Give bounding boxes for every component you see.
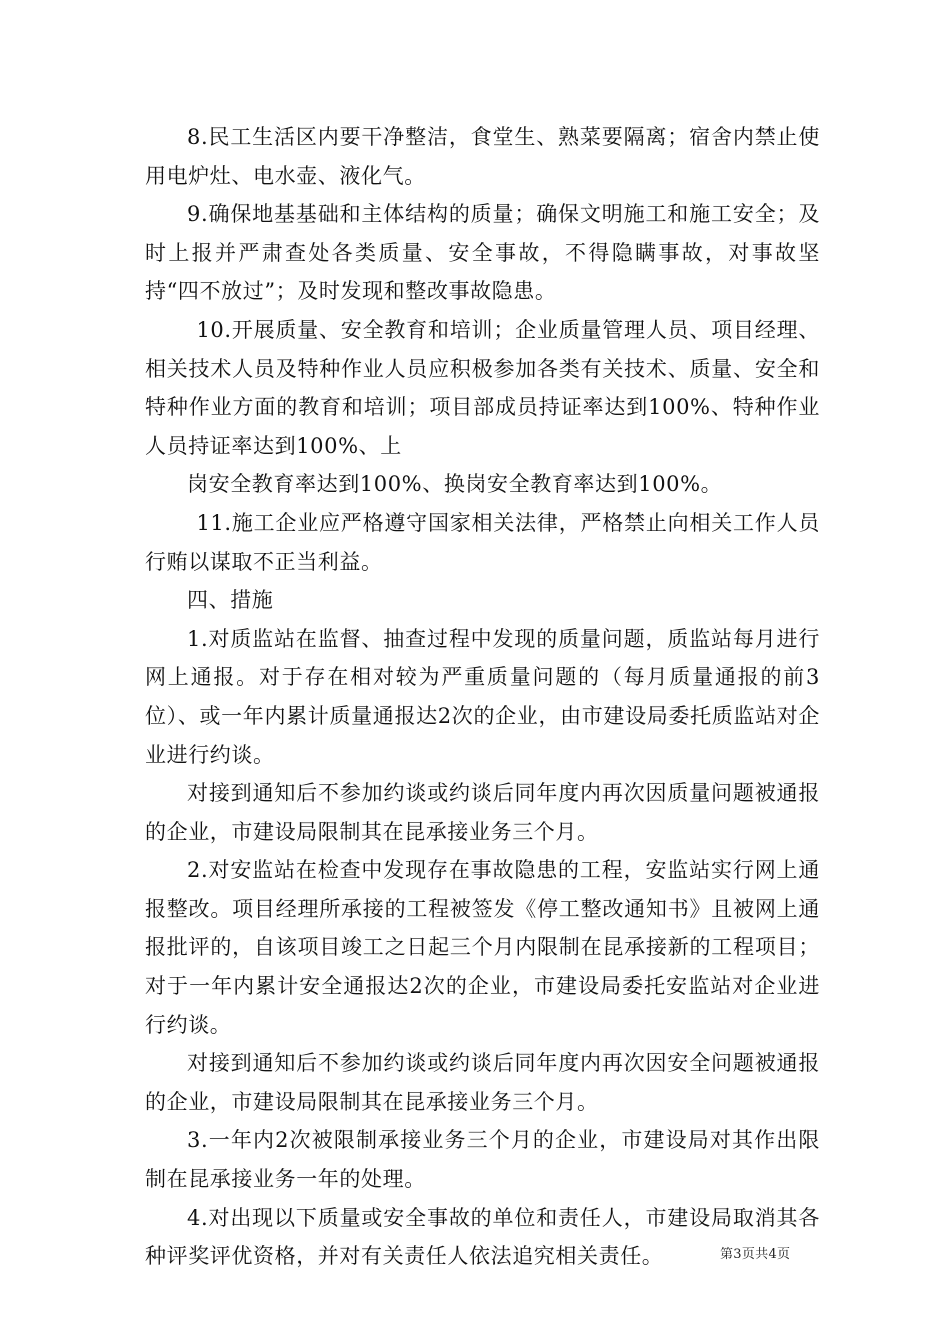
section-heading-measures: 四、措施	[187, 588, 274, 613]
paragraph-measure-1: 1.对质监站在监督、抽查过程中发现的质量问题，质监站每月进行网上通报。对于存在相对较为严重质量问题的（每月质量通报的前3位）、或一年内累计质量通报达2次的企业，由市建设局委托质监站对企业进行约谈。	[145, 626, 820, 767]
paragraph-item-10: 10.开展质量、安全教育和培训；企业质量管理人员、项目经理、相关技术人员及特种作业人员应积极参加各类有关技术、质量、安全和特种作业方面的教育和培训；项目部成员持证率达到100%、特种作业人员持证率达到100%、上	[145, 317, 820, 458]
paragraph-item-9: 9.确保地基基础和主体结构的质量；确保文明施工和施工安全；及时上报并严肃查处各类质量、安全事故，不得隐瞒事故，对事故坚持“四不放过”；及时发现和整改事故隐患。	[145, 202, 820, 304]
paragraph-item-10-continued: 岗安全教育率达到100%、换岗安全教育率达到100%。	[187, 472, 723, 497]
paragraph-measure-4: 4.对出现以下质量或安全事故的单位和责任人，市建设局取消其各种评奖评优资格，并对有关责任人依法追究相关责任。	[145, 1205, 820, 1269]
paragraph-measure-3: 3.一年内2次被限制承接业务三个月的企业，市建设局对其作出限制在昆承接业务一年的处理。	[145, 1128, 820, 1192]
paragraph-measure-2-followup: 对接到通知后不参加约谈或约谈后同年度内再次因安全问题被通报的企业，市建设局限制其在昆承接业务三个月。	[145, 1051, 820, 1114]
paragraph-measure-1-followup: 对接到通知后不参加约谈或约谈后同年度内再次因质量问题被通报的企业，市建设局限制其在昆承接业务三个月。	[145, 781, 820, 844]
paragraph-item-11: 11.施工企业应严格遵守国家相关法律，严格禁止向相关工作人员行贿以谋取不正当利益。	[145, 510, 820, 574]
page-number-footer: 第3页共4页	[720, 1247, 791, 1262]
paragraph-measure-2: 2.对安监站在检查中发现存在事故隐患的工程，安监站实行网上通报整改。项目经理所承接的工程被签发《停工整改通知书》且被网上通报批评的，自该项目竣工之日起三个月内限制在昆承接新的工程项目；对于一年内累计安全通报达2次的企业，市建设局委托安监站对企业进行约谈。	[145, 858, 820, 1037]
paragraph-item-8: 8.民工生活区内要干净整洁，食堂生、熟菜要隔离；宿舍内禁止使用电炉灶、电水壶、液化气。	[145, 125, 820, 188]
document-body	[145, 118, 820, 1276]
